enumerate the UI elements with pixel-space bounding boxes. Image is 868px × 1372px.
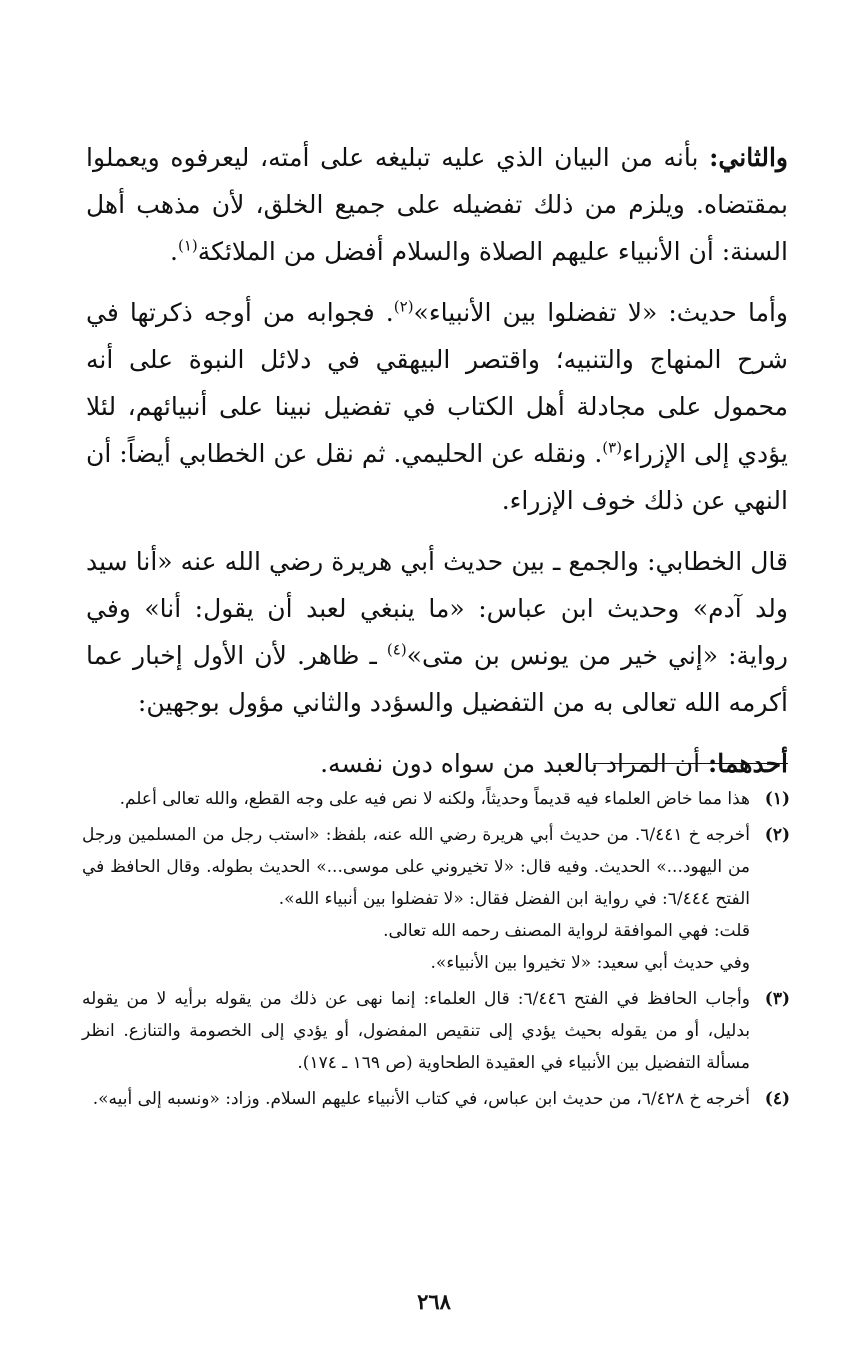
- paragraph-end: .: [170, 237, 178, 266]
- footnote: [82, 819, 790, 979]
- footnote-number: (٣): [764, 989, 790, 1009]
- paragraph-1: [86, 134, 788, 275]
- footnote-text: أخرجه خ ٦/٤٤١. من حديث أبي هريرة رضي الله عنه، بلفظ: «استب رجل من المسلمين ورجل من اليهود...» الحديث. وفيه قال: «لا تخيروني على موسى...» الحديث بطوله. وقال الحافظ في الفتح ٦/٤٤٤: في رواية ابن الفضل فقال: «لا تفضلوا بين أنبياء الله».: [82, 825, 750, 909]
- paragraph-2: [86, 289, 788, 524]
- footnote-ref[interactable]: (٤): [386, 640, 407, 659]
- lead-word: أحدهما:: [707, 749, 788, 778]
- paragraph-text: بأنه من البيان الذي عليه تبليغه على أمته، ليعرفوه ويعملوا بمقتضاه. ويلزم من ذلك تفضيله على جميع الخلق، لأن مذهب أهل السنة: أن الأنبياء عليهم الصلاة والسلام أفضل من الملائكة: [86, 143, 788, 266]
- paragraph-text: وأما حديث: «لا تفضلوا بين الأنبياء»: [413, 298, 788, 327]
- paragraph-text: . ونقله عن الحليمي. ثم نقل عن الخطابي أيضاً: أن النهي عن ذلك خوف الإزراء.: [86, 439, 788, 515]
- footnote-text: هذا مما خاض العلماء فيه قديماً وحديثاً، ولكنه لا نص فيه على وجه القطع، والله تعالى أعلم.: [119, 789, 750, 809]
- footnotes: [82, 783, 790, 1119]
- footnote-number: (١): [764, 789, 790, 809]
- footnote-body: [82, 819, 750, 979]
- footnote-ref[interactable]: (٣): [602, 438, 623, 457]
- footnote-ref[interactable]: (٢): [393, 297, 414, 316]
- main-text: [86, 134, 788, 787]
- paragraph-text: . فجوابه من أوجه ذكرتها في شرح المنهاج والتنبيه؛ واقتصر البيهقي في دلائل النبوة على أنه محمول على مجادلة أهل الكتاب في تفضيل نبينا على أنبيائهم، لئلا يؤدي إلى الإزراء: [86, 298, 788, 468]
- footnote: [82, 1083, 790, 1115]
- paragraph-text: أن المراد بالعبد من سواه دون نفسه.: [320, 749, 708, 778]
- paragraph-text: ـ ظاهر. لأن الأول إخبار عما أكرمه الله تعالى به من التفضيل والسؤدد والثاني مؤول بوجهين:: [86, 641, 788, 717]
- footnote-text: وفي حديث أبي سعيد: «لا تخيروا بين الأنبياء».: [430, 953, 750, 973]
- footnote: [82, 983, 790, 1079]
- page-number: ٢٦٨: [417, 1289, 451, 1314]
- footnote: [82, 783, 790, 815]
- footnote-body: [82, 1083, 750, 1115]
- lead-word: والثاني:: [709, 143, 788, 172]
- paragraph-text: قال الخطابي: والجمع ـ بين حديث أبي هريرة رضي الله عنه «أنا سيد ولد آدم» وحديث ابن عباس: «ما ينبغي لعبد أن يقول: أنا» وفي رواية: «إني خير من يونس بن متى»: [86, 547, 788, 670]
- footnote-text: قلت: فهي الموافقة لرواية المصنف رحمه الله تعالى.: [383, 921, 750, 941]
- paragraph-3: [86, 538, 788, 726]
- footnote-text: أخرجه خ ٦/٤٢٨، من حديث ابن عباس، في كتاب الأنبياء عليهم السلام. وزاد: «ونسبه إلى أبيه».: [92, 1089, 750, 1109]
- footnote-number: (٢): [764, 825, 790, 845]
- footnote-text: وأجاب الحافظ في الفتح ٦/٤٤٦: قال العلماء: إنما نهى عن ذلك من يقوله برأيه لا من يقوله بدليل، أو من يقوله بحيث يؤدي إلى تنقيص المفضول، أو يؤدي إلى الخصومة والتنازع. انظر مسألة التفضيل بين الأنبياء في العقيدة الطحاوية (ص ١٦٩ ـ ١٧٤).: [82, 989, 750, 1073]
- footnote-body: [82, 783, 750, 815]
- footnote-ref[interactable]: (١): [177, 236, 198, 255]
- footnote-body: [82, 983, 750, 1079]
- footnote-separator: [593, 763, 788, 764]
- footnote-number: (٤): [764, 1089, 790, 1109]
